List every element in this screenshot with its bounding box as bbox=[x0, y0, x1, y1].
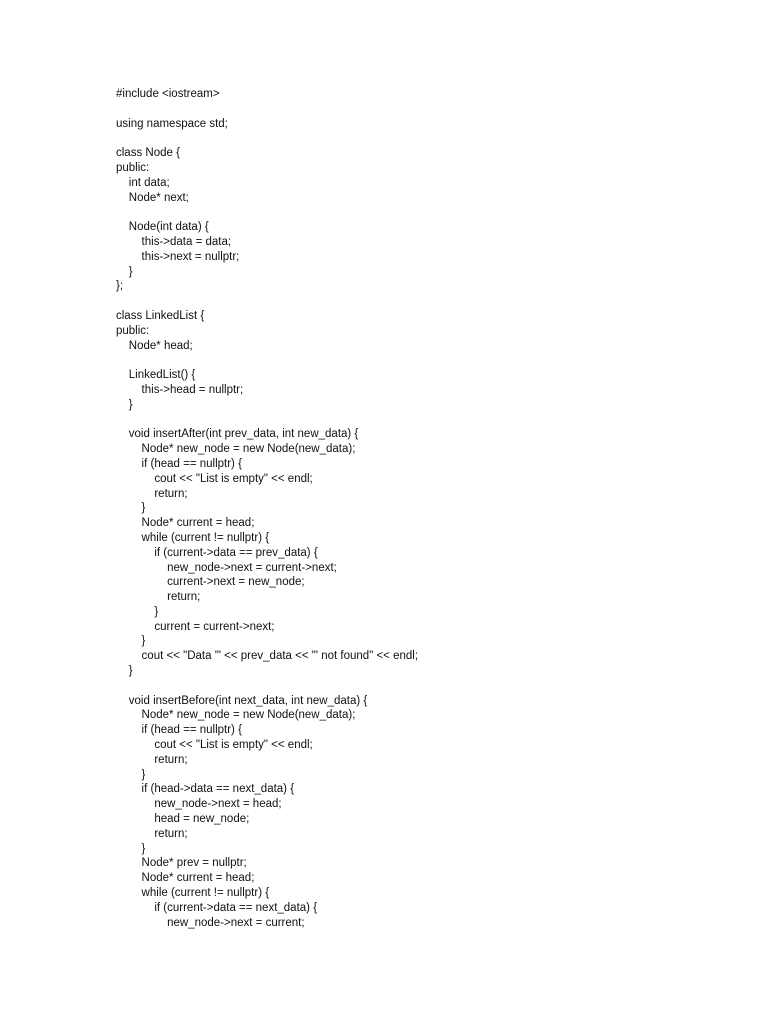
code-line: Node* head; bbox=[116, 339, 193, 352]
code-line: this->next = nullptr; bbox=[116, 250, 240, 263]
code-line: while (current != nullptr) { bbox=[116, 887, 270, 900]
code-line bbox=[116, 131, 418, 146]
code-line: } bbox=[116, 768, 146, 781]
code-line: Node* prev = nullptr; bbox=[116, 857, 247, 870]
code-line: return; bbox=[116, 591, 201, 604]
code-line: if (head == nullptr) { bbox=[116, 457, 242, 470]
code-line: cout << "List is empty" << endl; bbox=[116, 739, 313, 752]
code-line: Node* new_node = new Node(new_data); bbox=[116, 443, 356, 456]
code-line: return; bbox=[116, 753, 188, 766]
code-line: int data; bbox=[116, 176, 170, 189]
code-line: #include <iostream> bbox=[116, 88, 220, 100]
code-line: if (head->data == next_data) { bbox=[116, 783, 295, 796]
code-line: cout << "Data '" << prev_data << "' not found" << endl; bbox=[116, 650, 419, 663]
code-line: Node* new_node = new Node(new_data); bbox=[116, 709, 356, 722]
code-line: void insertAfter(int prev_data, int new_data) { bbox=[116, 428, 359, 441]
code-line: } bbox=[116, 605, 159, 618]
code-line: } bbox=[116, 842, 146, 855]
code-line: } bbox=[116, 665, 133, 678]
code-line: LinkedList() { bbox=[116, 369, 196, 382]
code-line: cout << "List is empty" << endl; bbox=[116, 472, 313, 485]
code-line: } bbox=[116, 265, 133, 278]
code-line: Node* current = head; bbox=[116, 517, 255, 530]
code-line: if (head == nullptr) { bbox=[116, 724, 242, 737]
code-line: Node* current = head; bbox=[116, 872, 255, 885]
code-line bbox=[116, 413, 418, 428]
code-line: if (current->data == prev_data) { bbox=[116, 546, 318, 559]
code-line: this->head = nullptr; bbox=[116, 383, 244, 396]
code-line: new_node->next = current; bbox=[116, 916, 305, 929]
code-line: class Node { bbox=[116, 147, 180, 160]
code-line: if (current->data == next_data) { bbox=[116, 901, 318, 914]
code-line: while (current != nullptr) { bbox=[116, 531, 270, 544]
code-line: } bbox=[116, 502, 146, 515]
code-line: current->next = new_node; bbox=[116, 576, 305, 589]
code-line: class LinkedList { bbox=[116, 309, 205, 322]
code-line: new_node->next = current->next; bbox=[116, 561, 337, 574]
code-line: return; bbox=[116, 487, 188, 500]
code-line bbox=[116, 679, 418, 694]
code-line bbox=[116, 294, 418, 309]
code-line bbox=[116, 353, 418, 368]
code-line: current = current->next; bbox=[116, 620, 275, 633]
code-line: void insertBefore(int next_data, int new_data) { bbox=[116, 694, 368, 707]
code-line: }; bbox=[116, 280, 124, 293]
code-line bbox=[116, 205, 418, 220]
code-line: head = new_node; bbox=[116, 813, 250, 826]
code-line: this->data = data; bbox=[116, 235, 232, 248]
code-line: using namespace std; bbox=[116, 117, 228, 130]
code-block bbox=[116, 87, 418, 930]
code-line: return; bbox=[116, 827, 188, 840]
code-line: public: bbox=[116, 161, 150, 174]
code-line: } bbox=[116, 635, 146, 648]
code-line: } bbox=[116, 398, 133, 411]
code-line: Node(int data) { bbox=[116, 221, 209, 234]
code-line: new_node->next = head; bbox=[116, 798, 282, 811]
code-line: public: bbox=[116, 324, 150, 337]
code-line bbox=[116, 102, 418, 117]
code-line: Node* next; bbox=[116, 191, 189, 204]
